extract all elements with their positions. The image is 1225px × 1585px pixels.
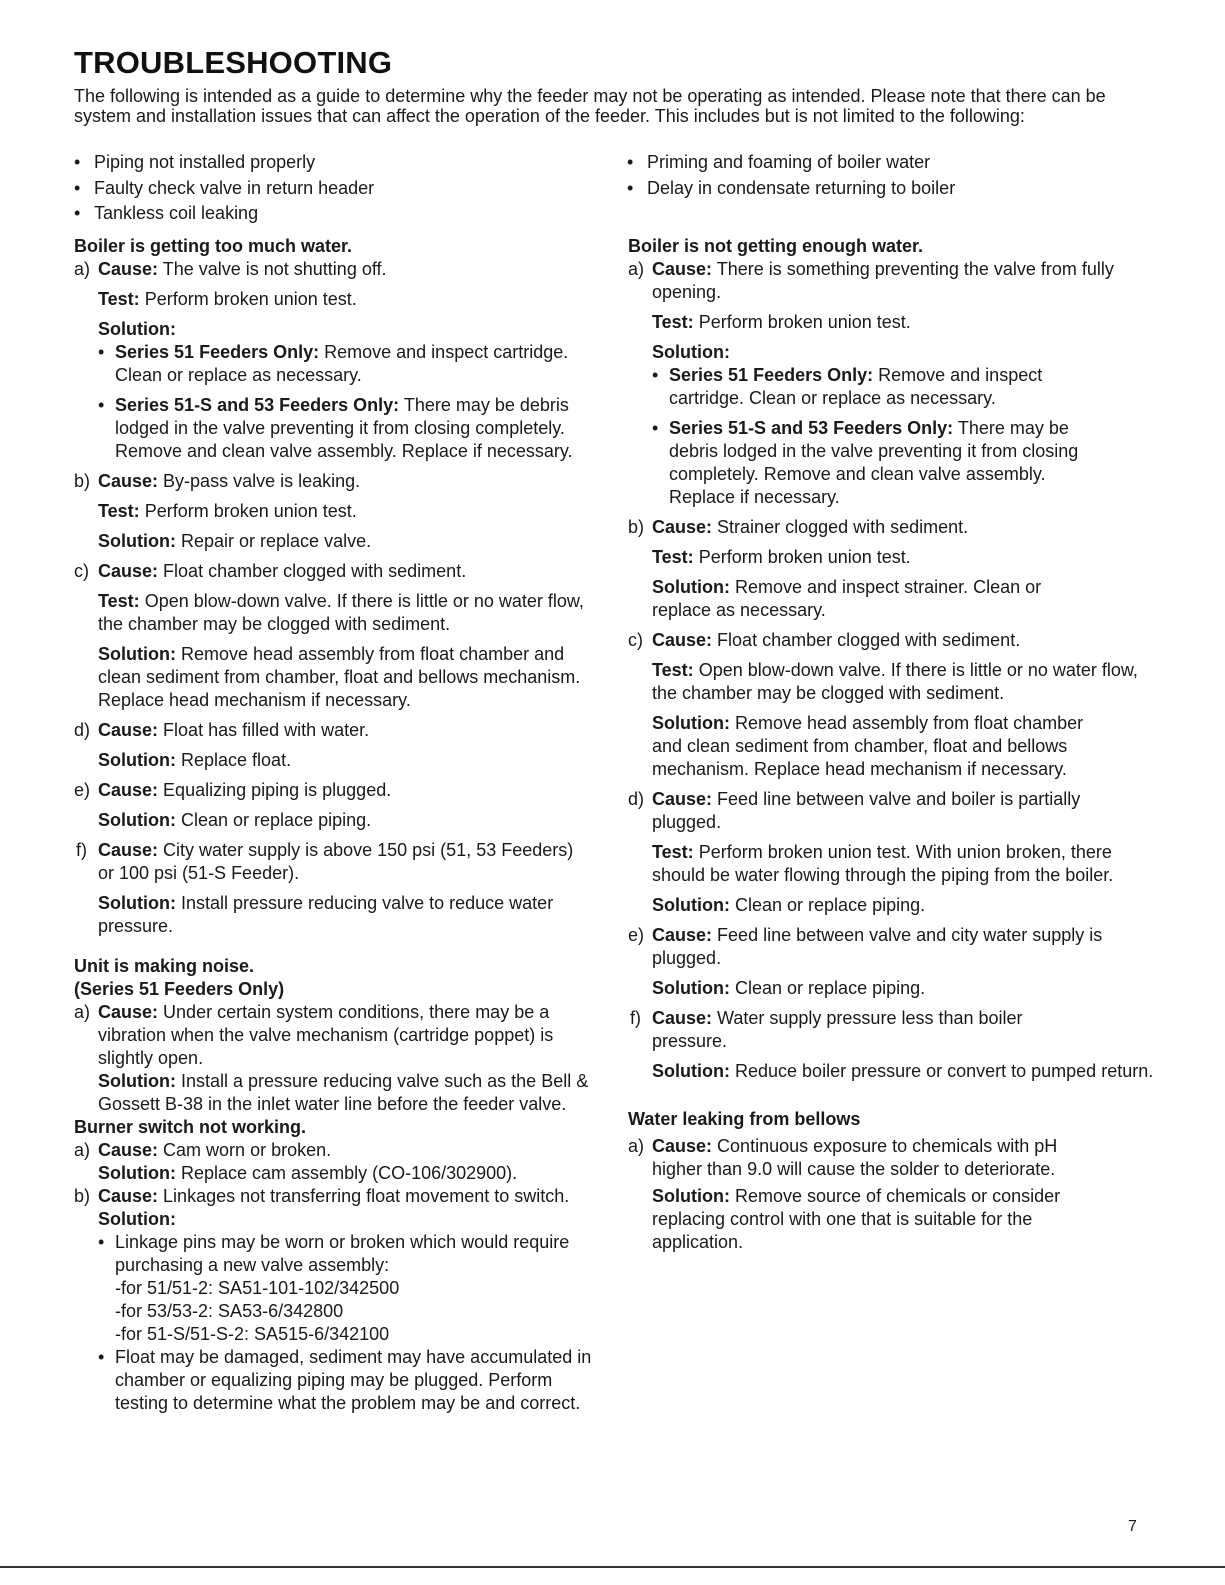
solution-label: Solution: — [98, 893, 176, 913]
solution-list — [98, 341, 594, 463]
cause-label: Cause: — [98, 1140, 159, 1160]
page-title: TROUBLESHOOTING — [74, 45, 393, 80]
issue-item: • Faulty check valve in return header — [74, 178, 374, 198]
solution-text: Replace cam assembly (CO-106/302900). — [181, 1163, 518, 1183]
cause-item-b — [74, 470, 594, 553]
solution-text: Remove head assembly from float chamber and clean sediment from chamber, float and bellows mechanism. Replace head mechanism if necessary. — [98, 644, 581, 710]
page-number: 7 — [1128, 1518, 1137, 1535]
cause-text: City water supply is above 150 psi (51, 53 Feeders) or 100 psi (51-S Feeder). — [98, 840, 574, 883]
issues-list-left — [74, 152, 374, 229]
item-letter: b) — [74, 471, 91, 491]
solution-text: Remove and inspect strainer. Clean or replace as necessary. — [652, 577, 1042, 620]
part-number-line: -for 51-S/51-S-2: SA515-6/342100 — [115, 1324, 390, 1344]
intro-paragraph: The following is intended as a guide to determine why the feeder may not be operating as intended. Please note that there can be system and installation issues that can affect the operation of the feeder. This includes but is not limited to the following: — [74, 86, 1106, 126]
cause-label: Cause: — [652, 1008, 713, 1028]
series-label: Series 51 Feeders Only: — [669, 365, 874, 385]
solution-label: Solution: — [652, 577, 730, 597]
cause-text: Feed line between valve and city water supply is plugged. — [652, 925, 1103, 968]
cause-label: Cause: — [98, 1186, 159, 1206]
solution-text: Clean or replace piping. — [181, 810, 372, 830]
cause-text: Float has filled with water. — [163, 720, 370, 740]
cause-label: Cause: — [98, 471, 159, 491]
section-title-noise: Unit is making noise. — [74, 956, 255, 976]
cause-item-f — [628, 1007, 1163, 1083]
cause-item-f — [74, 839, 594, 938]
cause-item-d — [74, 719, 594, 772]
test-label: Test: — [98, 501, 140, 521]
cause-text: Feed line between valve and boiler is partially plugged. — [652, 789, 1081, 832]
part-number-line: -for 53/53-2: SA53-6/342800 — [115, 1301, 344, 1321]
section-title-bellows: Water leaking from bellows — [628, 1109, 861, 1129]
cause-text: Equalizing piping is plugged. — [163, 780, 392, 800]
solution-label: Solution: — [652, 1186, 730, 1206]
solution-list — [652, 364, 1112, 509]
item-letter: c) — [628, 630, 643, 650]
solution-text: Float may be damaged, sediment may have accumulated in chamber or equalizing piping may be plugged. Perform testing to determine what the problem may be and correct. — [115, 1347, 592, 1413]
cause-text: Water supply pressure less than boiler pressure. — [652, 1008, 1023, 1051]
cause-label: Cause: — [652, 1136, 713, 1156]
item-letter: a) — [74, 1002, 91, 1022]
solution-label: Solution: — [98, 1163, 176, 1183]
cause-text: Under certain system conditions, there may be a vibration when the valve mechanism (cartridge poppet) is slightly open. — [98, 1002, 554, 1068]
cause-item-a — [74, 1001, 594, 1116]
cause-item-a — [74, 258, 594, 463]
test-label: Test: — [652, 547, 694, 567]
solution-bullet — [98, 341, 594, 387]
cause-text: The valve is not shutting off. — [162, 259, 387, 279]
cause-item-c — [628, 629, 1163, 781]
solution-text: Clean or replace piping. — [735, 895, 926, 915]
solution-text: Install pressure reducing valve to reduce water pressure. — [98, 893, 554, 936]
solution-list — [98, 1231, 594, 1415]
section-title-too-much-water: Boiler is getting too much water. — [74, 236, 353, 256]
solution-text: Remove source of chemicals or consider replacing control with one that is suitable for the application. — [652, 1186, 1061, 1252]
solution-label: Solution: — [652, 895, 730, 915]
cause-text: Continuous exposure to chemicals with pH higher than 9.0 will cause the solder to deteriorate. — [652, 1136, 1058, 1179]
item-letter: f) — [630, 1008, 641, 1028]
item-letter: b) — [628, 517, 645, 537]
solution-label: Solution: — [652, 1061, 730, 1081]
section-subtitle-noise: (Series 51 Feeders Only) — [74, 979, 285, 999]
solution-bullet — [98, 394, 594, 463]
part-number-line: -for 51/51-2: SA51-101-102/342500 — [115, 1278, 400, 1298]
issue-item: • Delay in condensate returning to boiler — [627, 178, 955, 198]
cause-label: Cause: — [652, 517, 713, 537]
issue-item: • Piping not installed properly — [74, 152, 374, 172]
test-label: Test: — [652, 842, 694, 862]
cause-label: Cause: — [652, 789, 713, 809]
solution-label: Solution: — [98, 531, 176, 551]
solution-label: Solution: — [98, 319, 176, 339]
right-column — [628, 235, 1163, 1254]
cause-label: Cause: — [98, 720, 159, 740]
item-letter: e) — [74, 780, 91, 800]
cause-label: Cause: — [652, 630, 713, 650]
test-text: Perform broken union test. — [698, 547, 911, 567]
series-label: Series 51-S and 53 Feeders Only: — [115, 395, 400, 415]
item-letter: a) — [628, 1136, 645, 1156]
solution-label: Solution: — [98, 644, 176, 664]
test-label: Test: — [98, 591, 140, 611]
test-text: Open blow-down valve. If there is little or no water flow, the chamber may be clogged with sediment. — [98, 591, 584, 634]
solution-bullet — [98, 1231, 594, 1346]
cause-item-b — [74, 1185, 594, 1415]
item-letter: b) — [74, 1186, 91, 1206]
cause-item-b — [628, 516, 1163, 622]
test-label: Test: — [652, 660, 694, 680]
cause-text: Linkages not transferring float movement to switch. — [163, 1186, 570, 1206]
solution-bullet — [98, 1346, 594, 1415]
solution-label: Solution: — [652, 978, 730, 998]
issue-item: • Priming and foaming of boiler water — [627, 152, 955, 172]
solution-text: Install a pressure reducing valve such as the Bell & Gossett B-38 in the inlet water line before the feeder valve. — [98, 1071, 589, 1114]
test-label: Test: — [98, 289, 140, 309]
cause-item-d — [628, 788, 1163, 917]
solution-text: Remove head assembly from float chamber and clean sediment from chamber, float and bellows mechanism. Replace head mechanism if necessary. — [652, 713, 1084, 779]
solution-text: Clean or replace piping. — [735, 978, 926, 998]
cause-label: Cause: — [652, 925, 713, 945]
solution-text: Remove and inspect cartridge. Clean or replace as necessary. — [669, 365, 1043, 408]
solution-label: Solution: — [652, 342, 730, 362]
issues-list-right — [627, 152, 955, 203]
cause-item-c — [74, 560, 594, 712]
solution-text: There may be debris lodged in the valve preventing it from closing completely. Remove and clean valve assembly. Replace if necessary. — [115, 395, 573, 461]
section-title-not-enough-water: Boiler is not getting enough water. — [628, 236, 924, 256]
test-label: Test: — [652, 312, 694, 332]
solution-text: Repair or replace valve. — [181, 531, 372, 551]
cause-text: Cam worn or broken. — [163, 1140, 332, 1160]
solution-label: Solution: — [652, 713, 730, 733]
test-text: Perform broken union test. With union broken, there should be water flowing through the piping from the boiler. — [652, 842, 1114, 885]
cause-item-e — [628, 924, 1163, 1000]
cause-item-a — [628, 1135, 1163, 1254]
test-text: Perform broken union test. — [698, 312, 911, 332]
solution-text: Linkage pins may be worn or broken which would require purchasing a new valve assembly: — [115, 1232, 570, 1275]
item-letter: f) — [76, 840, 87, 860]
test-text: Perform broken union test. — [144, 501, 357, 521]
item-letter: e) — [628, 925, 645, 945]
solution-bullet — [652, 364, 1112, 410]
item-letter: d) — [628, 789, 645, 809]
solution-label: Solution: — [98, 1071, 176, 1091]
cause-label: Cause: — [98, 259, 159, 279]
series-label: Series 51-S and 53 Feeders Only: — [669, 418, 954, 438]
solution-text: Remove and inspect cartridge. Clean or replace as necessary. — [115, 342, 569, 385]
cause-item-e — [74, 779, 594, 832]
cause-text: Float chamber clogged with sediment. — [717, 630, 1021, 650]
solution-label: Solution: — [98, 1209, 176, 1229]
cause-text: By-pass valve is leaking. — [163, 471, 361, 491]
cause-text: Strainer clogged with sediment. — [717, 517, 969, 537]
item-letter: a) — [628, 259, 645, 279]
solution-label: Solution: — [98, 810, 176, 830]
solution-text: Replace float. — [181, 750, 292, 770]
solution-text: Reduce boiler pressure or convert to pumped return. — [735, 1061, 1154, 1081]
issue-item: • Tankless coil leaking — [74, 203, 374, 223]
solution-label: Solution: — [98, 750, 176, 770]
cause-label: Cause: — [98, 780, 159, 800]
section-title-burner: Burner switch not working. — [74, 1117, 307, 1137]
cause-item-a — [628, 258, 1163, 509]
left-column — [74, 235, 594, 1415]
cause-item-a — [74, 1139, 594, 1185]
solution-text: There may be debris lodged in the valve preventing it from closing completely. Remove and clean valve assembly. Replace if necessary. — [669, 418, 1079, 507]
test-text: Perform broken union test. — [144, 289, 357, 309]
bottom-rule — [0, 1566, 1225, 1568]
solution-bullet — [652, 417, 1112, 509]
item-letter: d) — [74, 720, 91, 740]
cause-label: Cause: — [98, 840, 159, 860]
cause-label: Cause: — [98, 1002, 159, 1022]
item-letter: a) — [74, 1140, 91, 1160]
item-letter: a) — [74, 259, 91, 279]
cause-text: Float chamber clogged with sediment. — [163, 561, 467, 581]
test-text: Open blow-down valve. If there is little or no water flow, the chamber may be clogged with sediment. — [652, 660, 1138, 703]
cause-label: Cause: — [98, 561, 159, 581]
item-letter: c) — [74, 561, 89, 581]
series-label: Series 51 Feeders Only: — [115, 342, 320, 362]
cause-text: There is something preventing the valve from fully opening. — [652, 259, 1114, 302]
cause-label: Cause: — [652, 259, 713, 279]
